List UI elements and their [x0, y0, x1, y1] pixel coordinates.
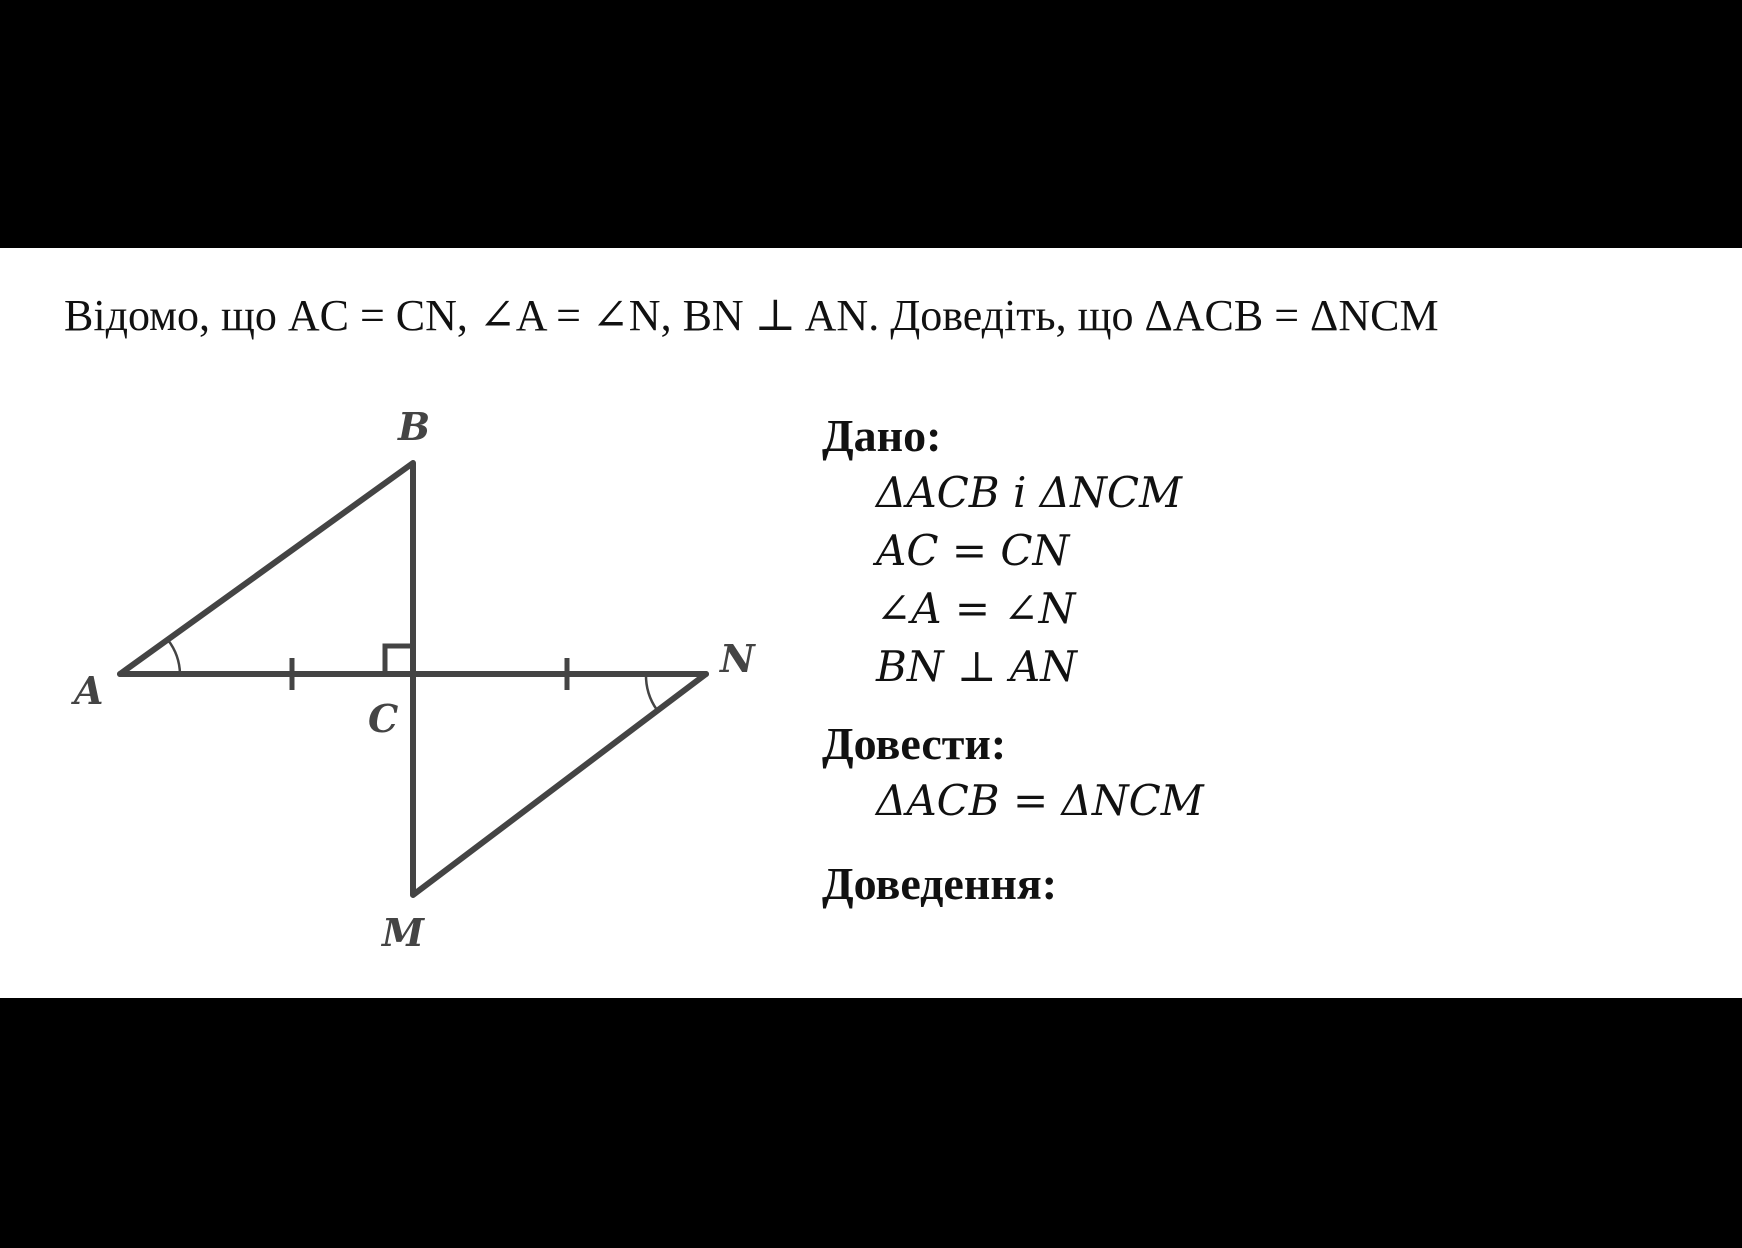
right-angle-mark — [385, 646, 413, 674]
solution-panel — [822, 408, 1204, 912]
prove-item-congruence: ΔACB = ΔNCM — [876, 776, 1204, 825]
proof-heading: Доведення: — [822, 858, 1058, 909]
given-item-equal-angles: ∠A = ∠N — [876, 584, 1076, 633]
triangle-acb — [120, 463, 413, 674]
given-item-triangles: ΔACB і ΔNCM — [876, 468, 1183, 517]
triangle-ncm — [413, 674, 706, 895]
given-item-perpendicular: BN ⊥ AN — [876, 642, 1077, 691]
given-item-equal-sides: AC = CN — [876, 526, 1070, 575]
angle-arc-n — [646, 674, 657, 710]
given-heading: Дано: — [822, 410, 942, 461]
point-label-b: B — [398, 404, 431, 449]
point-label-c: C — [368, 696, 399, 741]
problem-statement: Відомо, що AC = CN, ∠A = ∠N, BN ⊥ AN. Доведіть, що ΔACB = ΔNCM — [64, 291, 1439, 340]
angle-arc-a — [168, 640, 180, 674]
point-label-n: N — [720, 636, 755, 681]
prove-heading: Довести: — [822, 718, 1007, 769]
point-label-a: A — [74, 668, 104, 713]
geometry-figure — [0, 248, 800, 998]
point-label-m: M — [382, 910, 425, 955]
